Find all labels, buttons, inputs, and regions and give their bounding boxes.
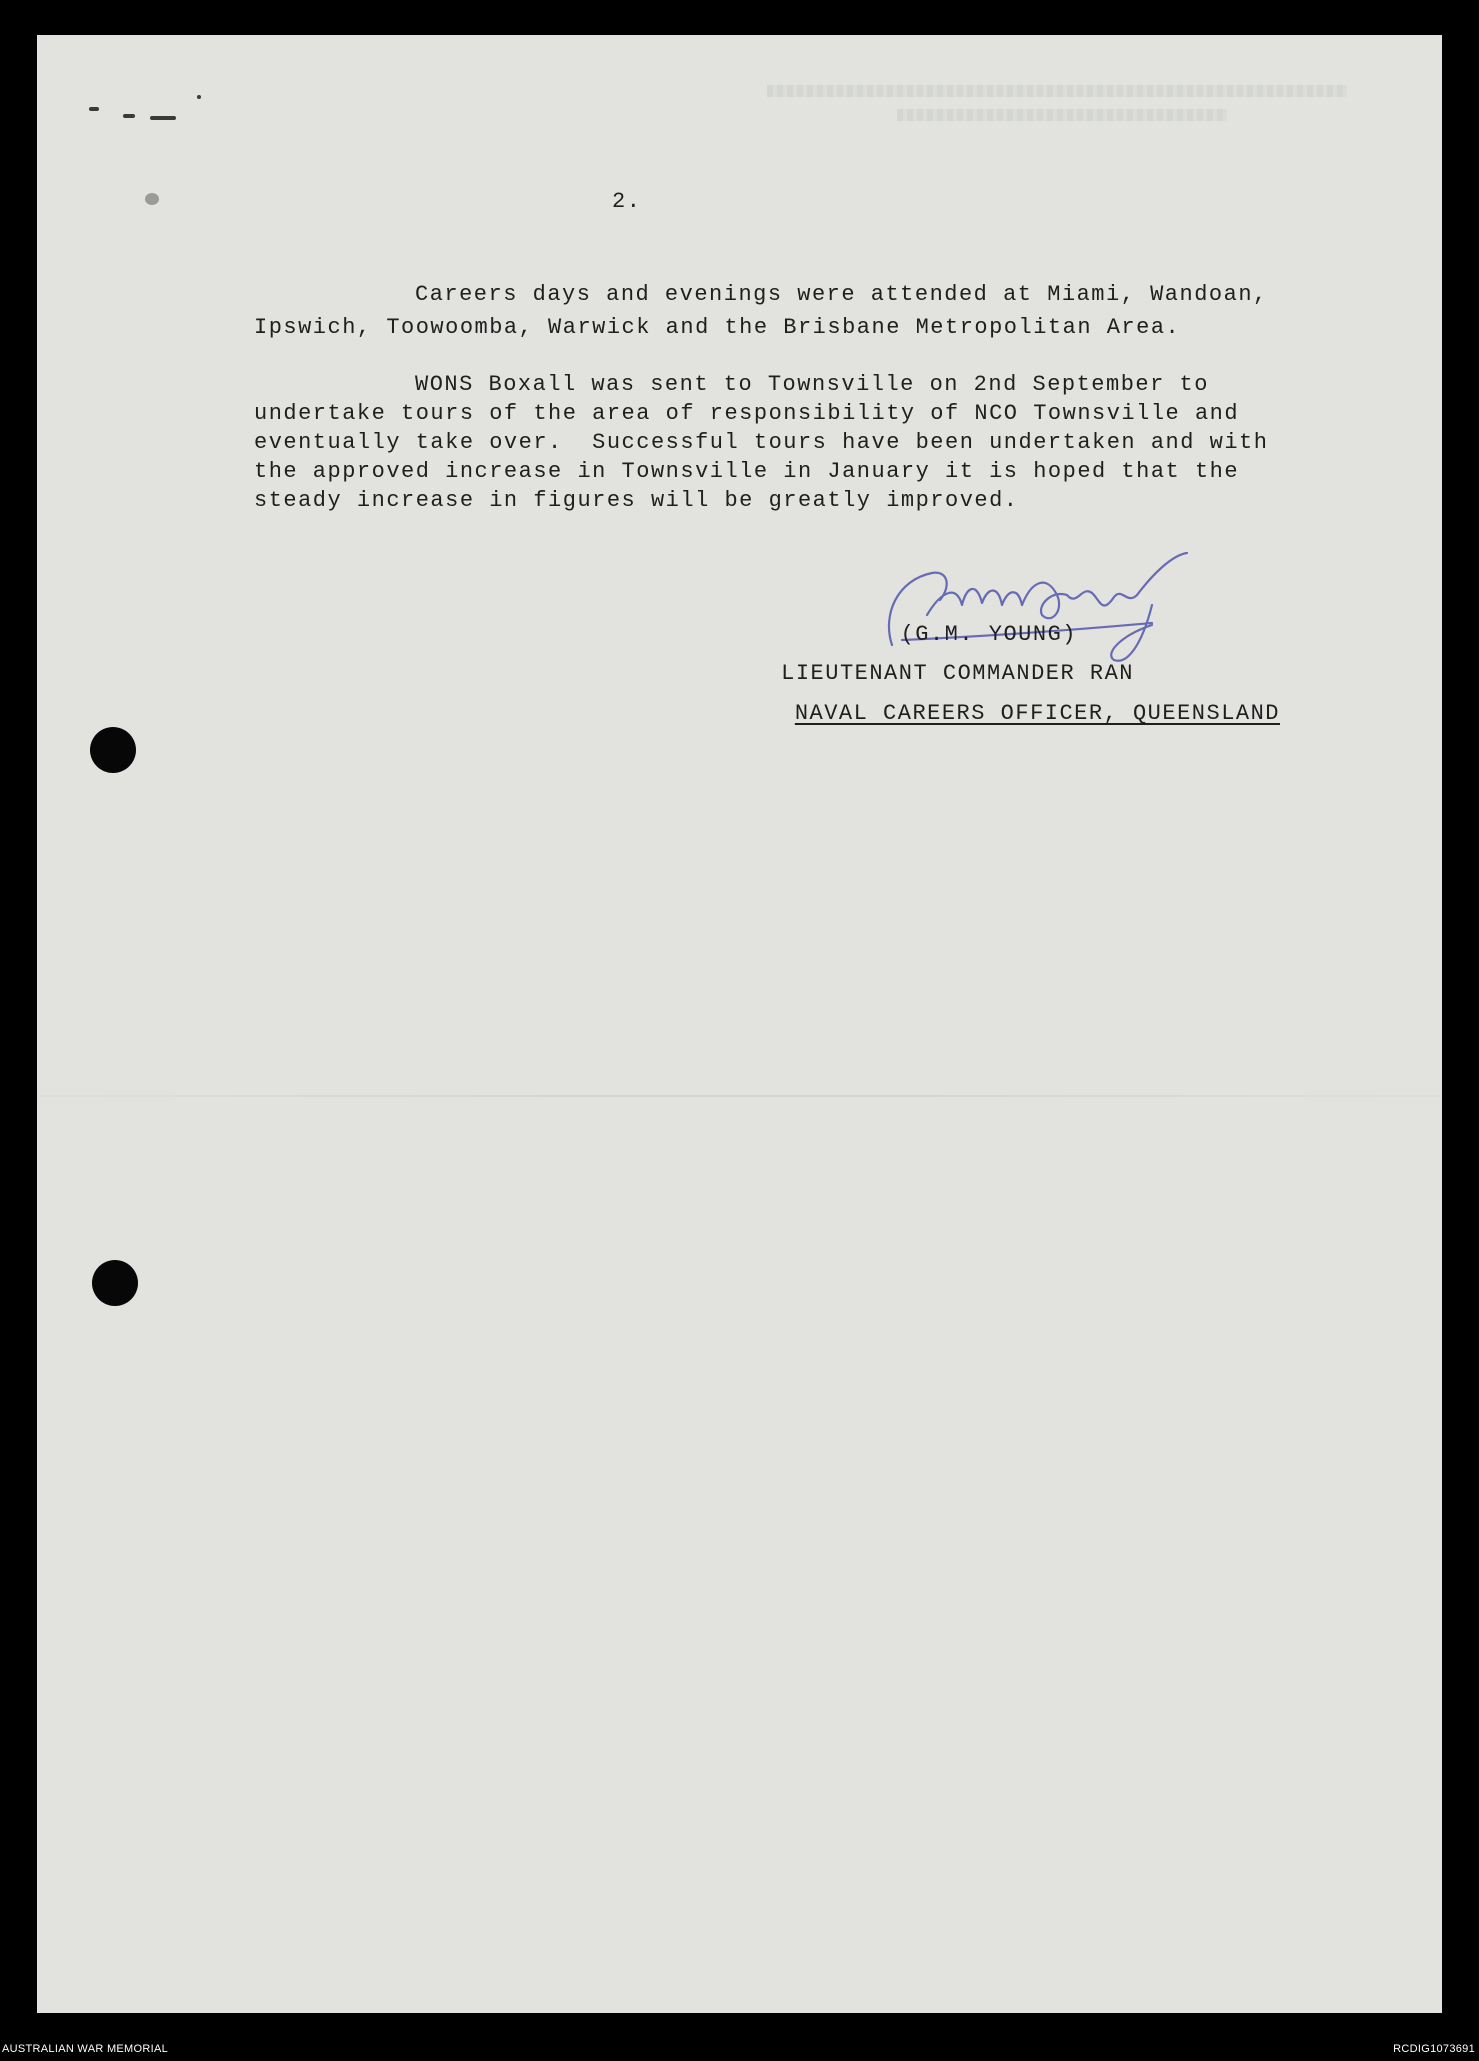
paragraph-2-line-5: steady increase in figures will be greatly improved. <box>254 488 1019 513</box>
paper-crease <box>37 1095 1442 1097</box>
paragraph-2-line-1: WONS Boxall was sent to Townsville on 2nd September to <box>415 372 1209 397</box>
page-number: 2. <box>612 189 642 214</box>
footer-archive-name: AUSTRALIAN WAR MEMORIAL <box>2 2043 169 2055</box>
handwritten-signature <box>852 545 1272 675</box>
staple-mark <box>145 193 159 205</box>
footer-record-id: RCDIG1073691 <box>1393 2043 1475 2055</box>
signatory-name: (G.M. YOUNG) <box>900 622 1077 647</box>
paragraph-1-line-1: Careers days and evenings were attended at Miami, Wandoan, <box>415 282 1268 307</box>
document-page <box>37 35 1442 2013</box>
staple-mark <box>123 114 135 118</box>
paragraph-2-line-4: the approved increase in Townsville in January it is hoped that the <box>254 459 1240 484</box>
punch-hole <box>92 1260 138 1306</box>
punch-hole <box>90 727 136 773</box>
staple-mark <box>150 116 176 120</box>
paragraph-2-line-3: eventually take over. Successful tours have been undertaken and with <box>254 430 1269 455</box>
signatory-rank: LIEUTENANT COMMANDER RAN <box>781 661 1134 686</box>
staple-mark <box>197 95 201 99</box>
paragraph-2-line-2: undertake tours of the area of responsibility of NCO Townsville and <box>254 401 1240 426</box>
staple-mark <box>89 107 99 111</box>
faint-header-mark <box>767 77 1347 137</box>
signatory-title: NAVAL CAREERS OFFICER, QUEENSLAND <box>794 701 1280 726</box>
paragraph-1-line-2: Ipswich, Toowoomba, Warwick and the Brisbane Metropolitan Area. <box>254 315 1181 340</box>
